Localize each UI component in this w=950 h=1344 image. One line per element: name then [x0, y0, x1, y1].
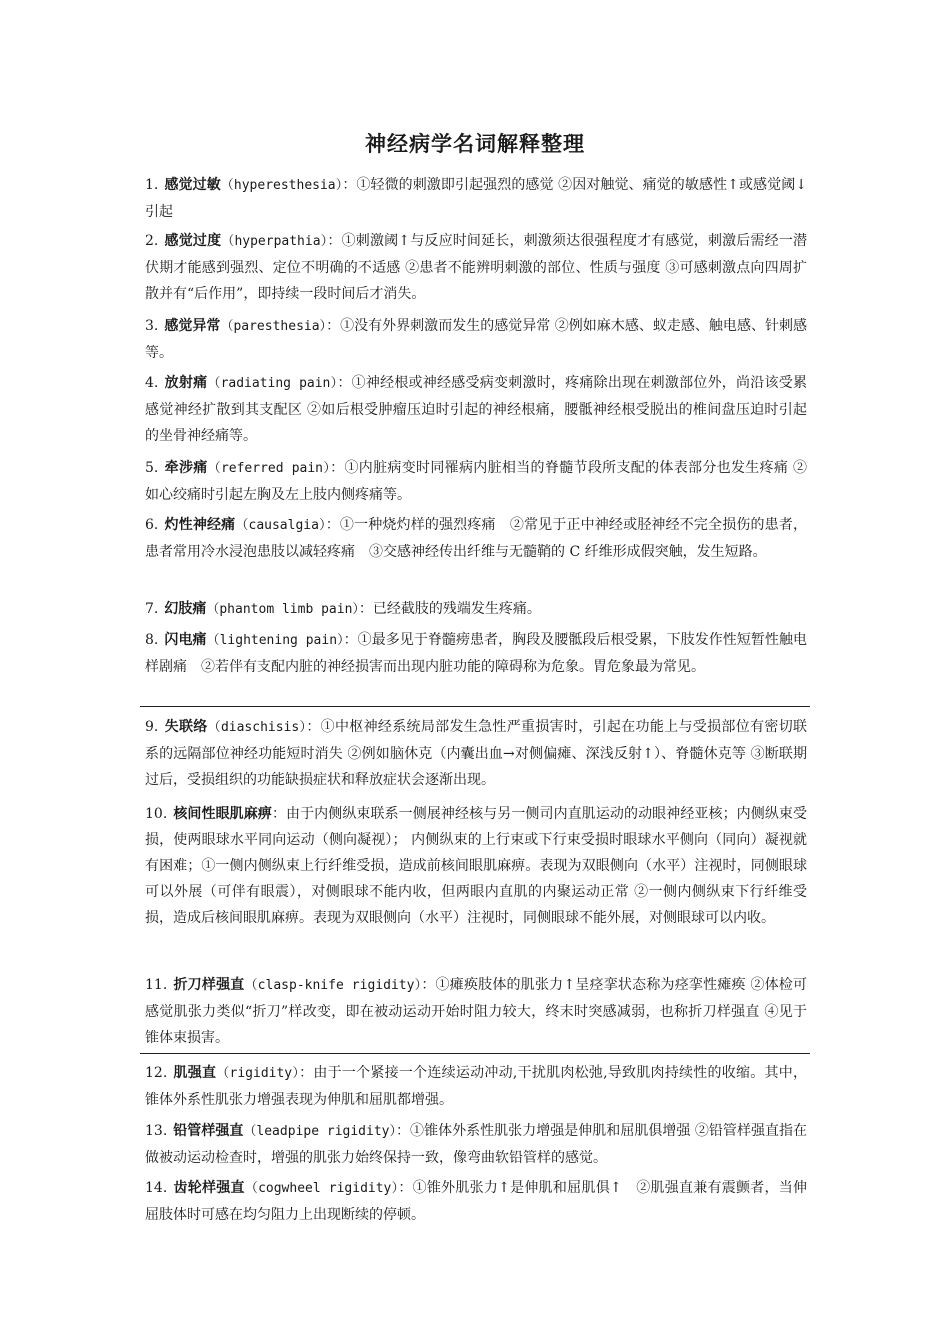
entry-3 [145, 313, 807, 366]
entry-definition: ：①锥体外系性肌张力增强是伸肌和屈肌俱增强 ②铅管样强直指在做被动运动检查时，增强的肌张力始终保持一致，像弯曲软铅管样的感觉。 [145, 1123, 808, 1166]
entry-number: 4. [145, 375, 159, 391]
entry-term: 牵涉痛 [164, 460, 208, 476]
entry-english: （paresthesia） [220, 319, 327, 334]
entry-definition: ：①轻微的刺激即引起强烈的感觉 ②因对触觉、痛觉的敏感性↑或感觉阈↓引起 [145, 177, 808, 220]
entry-english: （clasp-knife rigidity） [244, 978, 422, 993]
entry-term: 铅管样强直 [173, 1123, 244, 1139]
entry-number: 13. [145, 1123, 168, 1139]
entry-11 [145, 972, 807, 1051]
entry-term: 放射痛 [164, 375, 208, 391]
entry-english: （hyperpathia） [221, 234, 328, 249]
entry-number: 1. [145, 177, 159, 193]
entry-4 [145, 370, 807, 449]
entry-number: 6. [145, 517, 159, 533]
entry-english: （lightening pain） [206, 633, 344, 648]
entry-number: 10. [145, 806, 168, 822]
entry-term: 幻肢痛 [164, 601, 207, 617]
entry-english: （cogwheel rigidity） [244, 1181, 399, 1196]
entry-definition: ：由于内侧纵束联系一侧展神经核与另一侧司内直肌运动的动眼神经亚核；内侧纵束受损，使两眼球水平同向运动（侧向凝视）； 内侧纵束的上行束或下行束受损时眼球水平侧向（同向）凝视就有困难；①一侧内侧纵束上行纤维受损，造成前核间眼肌麻痹。表现为双眼侧向（水平）注视时，同侧眼球可以外展（可伴有眼震），对侧眼球不能内收，但两眼内直肌的内聚运动正常 ②一侧内侧纵束下行纤维受损，造成后核间眼肌麻痹。表现为双眼侧向（水平）注视时，同侧眼球不能外展，对侧眼球可以内收。 [145, 806, 808, 926]
entry-english: （leadpipe rigidity） [243, 1124, 397, 1139]
entry-definition: ：①没有外界刺激而发生的感觉异常 ②例如麻木感、蚁走感、触电感、针刺感等。 [145, 318, 808, 361]
entry-number: 12. [145, 1065, 168, 1081]
entry-number: 3. [145, 318, 159, 334]
entry-term: 闪电痛 [164, 632, 207, 648]
entry-term: 齿轮样强直 [173, 1180, 245, 1196]
entry-term: 感觉过度 [164, 233, 222, 249]
entry-english: （rigidity） [216, 1066, 300, 1081]
entry-number: 9. [145, 719, 159, 735]
entry-definition: ：①刺激阈↑与反应时间延长，刺激须达很强程度才有感觉，刺激后需经一潜伏期才能感到强烈、定位不明确的不适感 ②患者不能辨明刺激的部位、性质与强度 ③可感刺激点向四周扩散并有“后作用”，即持续一段时间后才消失。 [145, 233, 808, 302]
entry-2 [145, 228, 807, 307]
entry-definition: ：①锥外肌张力↑是伸肌和屈肌俱↑ ②肌强直兼有震颤者，当伸屈肢体时可感在均匀阻力上出现断续的停顿。 [145, 1180, 807, 1223]
entry-13 [145, 1118, 807, 1171]
entry-definition: ：①最多见于脊髓痨患者，胸段及腰骶段后根受累，下肢发作性短暂性触电样剧痛 ②若伴有支配内脏的神经损害而出现内脏功能的障碍称为危象。胃危象最为常见。 [145, 632, 808, 675]
entry-number: 5. [145, 460, 159, 476]
entry-term: 失联络 [164, 719, 208, 735]
entry-number: 7. [145, 601, 159, 617]
entry-number: 11. [145, 977, 168, 993]
entry-term: 肌强直 [173, 1065, 217, 1081]
entry-english: （radiating pain） [207, 376, 338, 391]
entry-definition: ：①神经根或神经感受病变刺激时，疼痛除出现在刺激部位外，尚沿该受累感觉神经扩散到其支配区 ②如后根受肿瘤压迫时引起的神经根痛，腰骶神经根受脱出的椎间盘压迫时引起的坐骨神经痛等。 [145, 375, 808, 444]
entry-14 [145, 1175, 807, 1228]
entry-term: 核间性眼肌麻痹 [173, 806, 272, 822]
entry-7 [145, 596, 807, 623]
entry-definition: ：①内脏病变时同罹病内脏相当的脊髓节段所支配的体表部分也发生疼痛 ②如心绞痛时引起左胸及左上肢内侧疼痛等。 [145, 460, 808, 503]
entry-definition: ：由于一个紧接一个连续运动冲动,干扰肌肉松弛,导致肌肉持续性的收缩。其中，锥体外系性肌张力增强表现为伸肌和屈肌都增强。 [145, 1065, 807, 1108]
section-divider [140, 1053, 810, 1054]
entry-8 [145, 627, 807, 680]
entry-english: （causalgia） [235, 518, 326, 533]
entry-english: （hyperesthesia） [220, 178, 343, 193]
page-title: 神经病学名词解释整理 [365, 132, 585, 156]
entry-6 [145, 512, 807, 565]
entry-1 [145, 172, 807, 225]
entry-definition: ：①中枢神经系统局部发生急性严重损害时，引起在功能上与受损部位有密切联系的远隔部位神经功能短时消失 ②例如脑休克（内囊出血→对侧偏瘫、深浅反射↑）、脊髓休克等 ③断联期过后，受损组织的功能缺损症状和释放症状会逐渐出现。 [145, 719, 808, 788]
entry-definition: ：①一种烧灼样的强烈疼痛 ②常见于正中神经或胫神经不完全损伤的患者，患者常用冷水浸泡患肢以减轻疼痛 ③交感神经传出纤维与无髓鞘的 C 纤维形成假突触，发生短路。 [145, 517, 808, 560]
entry-term: 感觉异常 [164, 318, 221, 334]
entry-12 [145, 1060, 807, 1113]
entry-definition: ：①瘫痪肢体的肌张力↑呈痉挛状态称为痉挛性瘫痪 ②体检可感觉肌张力类似“折刀”样改变，即在被动运动开始时阻力较大，终末时突感减弱，也称折刀样强直 ④见于锥体束损害。 [145, 977, 807, 1046]
entry-number: 8. [145, 632, 159, 648]
entry-english: （referred pain） [207, 461, 331, 476]
entry-term: 折刀样强直 [173, 977, 245, 993]
entry-term: 感觉过敏 [164, 177, 221, 193]
entry-9 [145, 714, 807, 793]
entry-number: 14. [145, 1180, 168, 1196]
entry-number: 2. [145, 233, 159, 249]
entry-english: （diaschisis） [207, 720, 307, 735]
entry-5 [145, 455, 807, 508]
entry-10 [145, 801, 807, 931]
entry-term: 灼性神经痛 [164, 517, 236, 533]
entry-definition: ：已经截肢的残端发生疼痛。 [358, 601, 541, 617]
entry-english: （phantom limb pain） [206, 602, 359, 617]
section-divider [140, 706, 810, 707]
